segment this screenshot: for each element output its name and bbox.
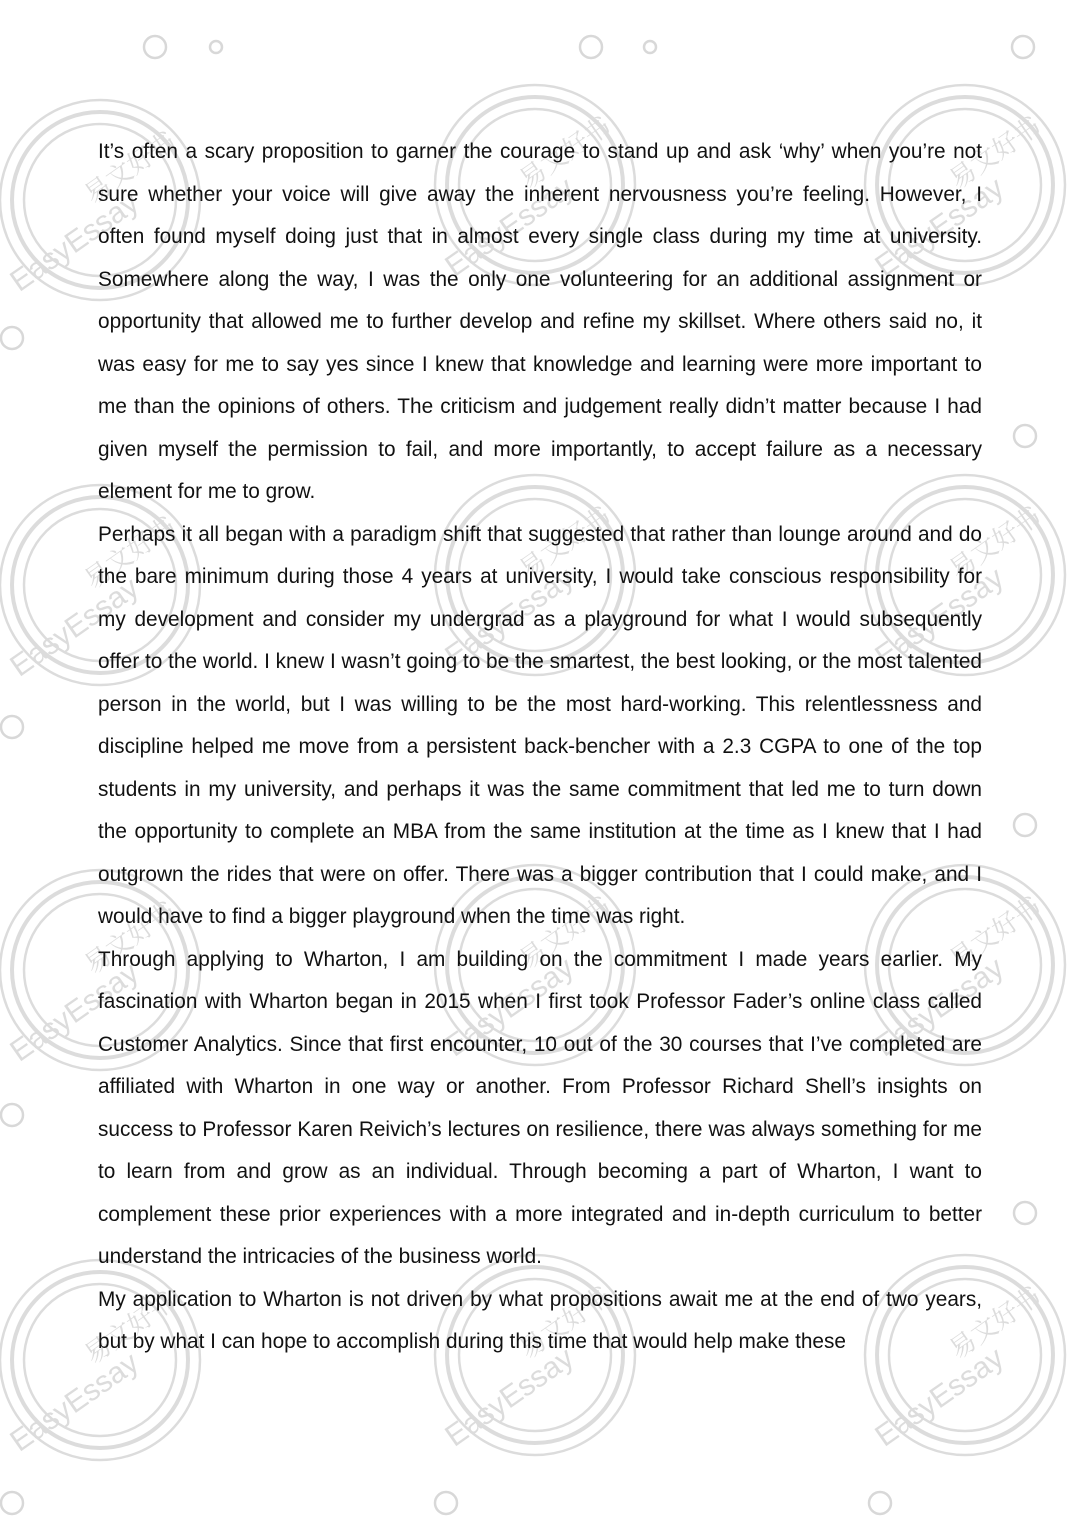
- svg-text:EasyEssay: EasyEssay: [4, 571, 145, 684]
- svg-text:易文好书: 易文好书: [79, 896, 182, 981]
- watermark-dot: [435, 1492, 457, 1514]
- svg-text:易文好书: 易文好书: [944, 891, 1047, 976]
- paragraph-2: Perhaps it all began with a paradigm shift that suggested that rather than lounge around and do the bare minimum during those 4 years at university, I would take conscious responsibility for my development and consider my undergrad as a playground for what I would subsequently offer to the world. I knew I wasn’t going to be the smartest, the best looking, or the most talented person in the world, but I was willing to be the most hard-working. This relentlessness and discipline helped me move from a persistent back-bencher with a 2.3 CGPA to one of the top students in my university, and perhaps it was the same commitment that led me to turn down the opportunity to complete an MBA from the same institution at the time as I knew that I had outgrown the rides that were on offer. There was a bigger contribution that I could make, and I would have to find a bigger playground when the time was right.: [98, 522, 982, 928]
- paragraph-3: Through applying to Wharton, I am building on the commitment I made years earlier. My fascination with Wharton began in 2015 when I first took Professor Fader’s online class called Customer Analytics. Since that first encounter, 10 out of the 30 courses that I’ve completed are affiliated with Wharton in one way or another. From Professor Richard Shell’s insights on success to Professor Karen Reivich’s lectures on resilience, there was always something for me to learn from and grow as an individual. Through becoming a part of Wharton, I want to complement these prior experiences with a more integrated and in-depth curriculum to better understand the intricacies of the business world.: [98, 947, 982, 1268]
- svg-text:EasyEssay: EasyEssay: [439, 951, 580, 1064]
- watermark-dot: [1014, 425, 1036, 447]
- svg-text:EasyEssay: EasyEssay: [439, 171, 580, 284]
- svg-text:易文好书: 易文好书: [79, 1286, 182, 1371]
- svg-text:EasyEssay: EasyEssay: [869, 561, 1010, 674]
- svg-text:EasyEssay: EasyEssay: [869, 1341, 1010, 1454]
- paragraph-4: My application to Wharton is not driven by what propositions await me at the end of two years, but by what I can hope to accomplish during this time that would help make these: [98, 1287, 982, 1353]
- watermark-dot: [1, 327, 23, 349]
- svg-text:EasyEssay: EasyEssay: [4, 186, 145, 299]
- svg-text:易文好书: 易文好书: [944, 1281, 1047, 1366]
- watermark-dot: [1012, 36, 1034, 58]
- svg-text:易文好书: 易文好书: [79, 511, 182, 596]
- svg-text:EasyEssay: EasyEssay: [4, 1346, 145, 1459]
- svg-text:EasyEssay: EasyEssay: [439, 561, 580, 674]
- svg-text:易文好书: 易文好书: [944, 501, 1047, 586]
- svg-text:EasyEssay: EasyEssay: [869, 171, 1010, 284]
- watermark-dot: [210, 41, 222, 53]
- watermark-dot: [1014, 814, 1036, 836]
- svg-text:EasyEssay: EasyEssay: [869, 951, 1010, 1064]
- svg-text:易文好书: 易文好书: [514, 501, 617, 586]
- watermark-dot: [1, 1492, 23, 1514]
- svg-text:易文好书: 易文好书: [944, 111, 1047, 196]
- paragraph-1: It’s often a scary proposition to garner the courage to stand up and ask ‘why’ when you’re not sure whether your voice will give away the inherent nervousness you’re feeling. However, I often found myself doing just that in almost every single class during my time at university. Somewhere along the way, I was the only one volunteering for an additional assignment or opportunity that allowed me to further develop and refine my skillset. Where others said no, it was easy for me to say yes since I knew that knowledge and learning were more important to me than the opinions of others. The criticism and judgement really didn’t matter because I had given myself the permission to fail, and more importantly, to accept failure as a necessary element for me to grow.: [98, 140, 982, 503]
- watermark-dot: [580, 36, 602, 58]
- watermark-dot: [869, 1492, 891, 1514]
- svg-text:易文好书: 易文好书: [514, 111, 617, 196]
- watermark-dot: [1014, 1202, 1036, 1224]
- svg-text:EasyEssay: EasyEssay: [439, 1341, 580, 1454]
- svg-text:EasyEssay: EasyEssay: [4, 956, 145, 1069]
- svg-text:易文好书: 易文好书: [79, 126, 182, 211]
- essay-body: [98, 131, 982, 1364]
- watermark-dot: [644, 41, 656, 53]
- svg-text:易文好书: 易文好书: [514, 1281, 617, 1366]
- watermark-dot: [1, 716, 23, 738]
- watermark-dot: [144, 36, 166, 58]
- watermark-dot: [1, 1104, 23, 1126]
- svg-text:易文好书: 易文好书: [514, 891, 617, 976]
